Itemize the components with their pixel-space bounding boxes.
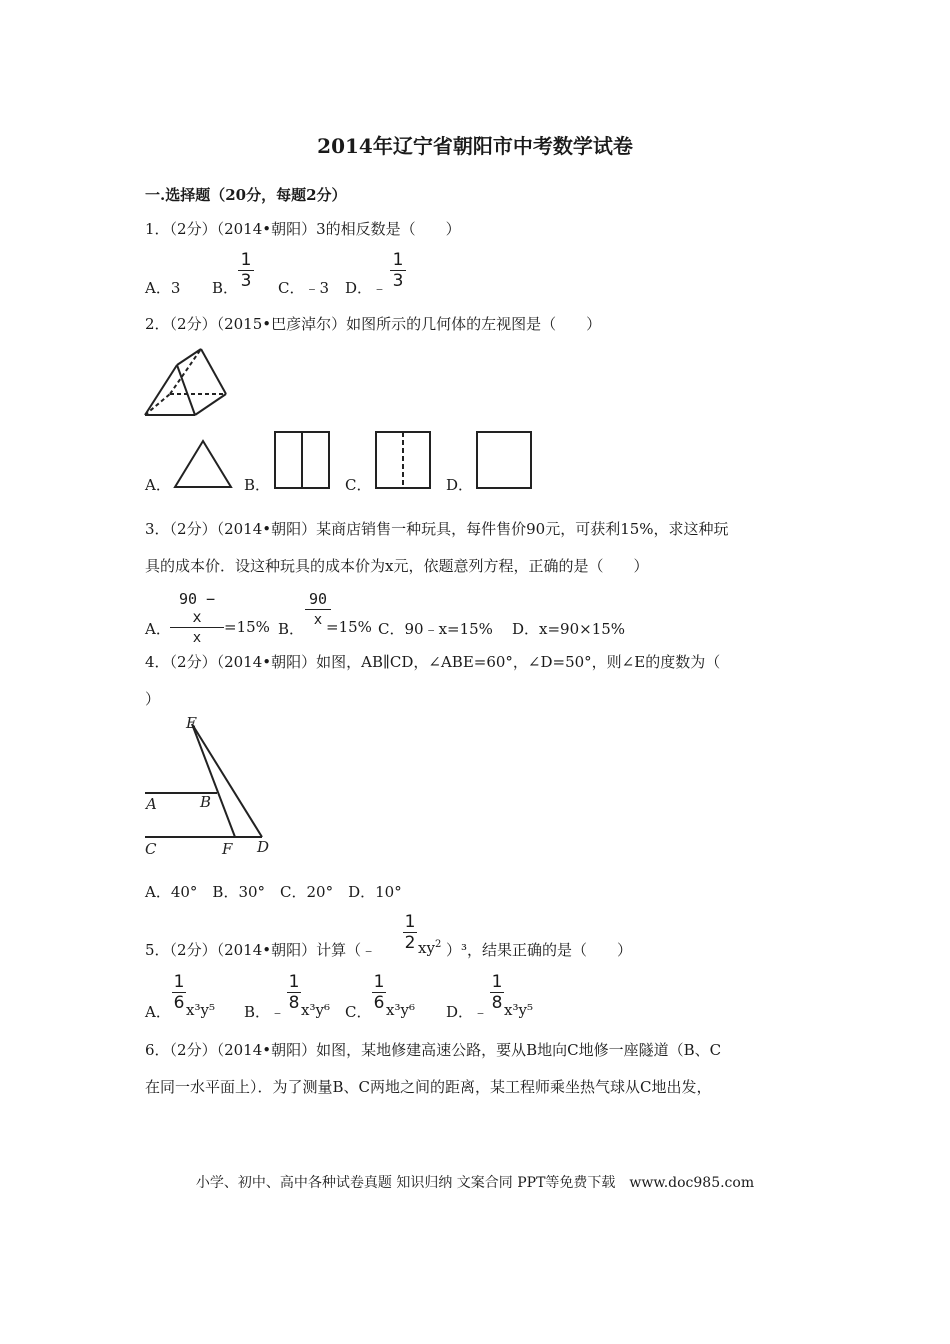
- q3-option-b-tail: =15%: [326, 618, 372, 636]
- q5-option-a-term: x³y⁵: [186, 1001, 215, 1019]
- q1-option-c: C．﹣3: [278, 279, 330, 297]
- q3-option-d: D．x=90×15%: [512, 620, 626, 638]
- q5-option-b: B．﹣: [244, 1003, 286, 1021]
- q3-option-b: B．: [278, 620, 305, 638]
- q5-option-c-term: x³y⁶: [386, 1001, 415, 1019]
- q4-stem-line1: 4．（2分）（2014•朝阳）如图，AB∥CD，∠ABE=60°，∠D=50°，则∠E的度数为（: [145, 653, 721, 671]
- q5-option-c-fraction: 1 6: [373, 972, 385, 1013]
- q4-label-c: C: [145, 840, 157, 858]
- q2-prism-figure: [140, 344, 240, 420]
- q4-label-d: D: [257, 838, 270, 856]
- q5-option-c: C．: [345, 1003, 372, 1021]
- q5-option-b-fraction: 1 8: [288, 972, 300, 1013]
- page-title: 2014年辽宁省朝阳市中考数学试卷: [317, 134, 633, 158]
- q4-label-b: B: [200, 793, 212, 811]
- q2-option-a: A．: [145, 476, 171, 494]
- q3-fraction-a: 90 − x x: [170, 590, 224, 647]
- q3-option-c: C．90﹣x=15%: [378, 620, 493, 638]
- q5-option-d: D．﹣: [446, 1003, 489, 1021]
- q5-stem-post: ）³，结果正确的是（ ）: [446, 941, 633, 959]
- q6-stem-line2: 在同一水平面上）．为了测量B、C两地之间的距离，某工程师乘坐热气球从C地出发，: [145, 1078, 712, 1096]
- q1-stem: 1．（2分）（2014•朝阳）3的相反数是（ ）: [145, 220, 461, 238]
- q1-fraction-b: 1 3: [238, 251, 254, 290]
- q3-option-a-tail: =15%: [224, 618, 270, 636]
- page-footer: 小学、初中、高中各种试卷真题 知识归纳 文案合同 PPT等免费下载 www.doc985.com: [195, 1175, 755, 1191]
- q4-stem-line2: ）: [145, 690, 161, 708]
- q2-option-b-rectangle: [273, 430, 331, 490]
- q5-option-a: A．: [145, 1003, 171, 1021]
- q5-option-d-term: x³y⁵: [504, 1001, 533, 1019]
- q3-option-a: A．: [145, 620, 171, 638]
- q1-option-b: B．: [212, 279, 239, 297]
- q4-options: A．40° B．30° C．20° D．10°: [145, 883, 402, 901]
- q6-stem-line1: 6．（2分）（2014•朝阳）如图，某地修建高速公路，要从B地向C地修一座隧道（B、C: [145, 1041, 722, 1059]
- q3-stem-line1: 3．（2分）（2014•朝阳）某商店销售一种玩具，每件售价90元，可获利15%，求这种玩: [145, 520, 729, 538]
- q2-stem: 2．（2分）（2015•巴彦淖尔）如图所示的几何体的左视图是（ ）: [145, 315, 602, 333]
- q3-fraction-b: 90 x: [305, 590, 331, 629]
- q2-option-d: D．: [446, 476, 474, 494]
- q4-label-a: A: [146, 795, 157, 813]
- q2-option-d-square: [475, 430, 533, 490]
- q5-stem-pre: 5．（2分）（2014•朝阳）计算（﹣: [145, 941, 377, 959]
- q3-stem-line2: 具的成本价．设这种玩具的成本价为x元，依题意列方程，正确的是（ ）: [145, 557, 649, 575]
- q5-option-d-fraction: 1 8: [491, 972, 503, 1013]
- section-heading: 一.选择题（20分，每题2分）: [145, 186, 347, 204]
- q2-option-b: B．: [244, 476, 271, 494]
- q2-option-c-rectangle: [374, 430, 432, 490]
- q1-fraction-d: 1 3: [390, 251, 406, 290]
- q5-option-b-term: x³y⁶: [301, 1001, 330, 1019]
- q2-option-a-triangle: [172, 438, 234, 490]
- q4-label-f: F: [222, 840, 233, 858]
- q5-stem-term: $xy^2$: [418, 939, 442, 957]
- q5-stem-fraction: 1 2: [404, 912, 416, 953]
- q4-parallel-lines-figure: [140, 712, 280, 860]
- q5-option-a-fraction: 1 6: [173, 972, 185, 1013]
- q1-option-a: A．3: [145, 279, 181, 297]
- q4-label-e: E: [186, 714, 197, 732]
- q1-option-d: D．﹣: [345, 279, 388, 297]
- q2-option-c: C．: [345, 476, 372, 494]
